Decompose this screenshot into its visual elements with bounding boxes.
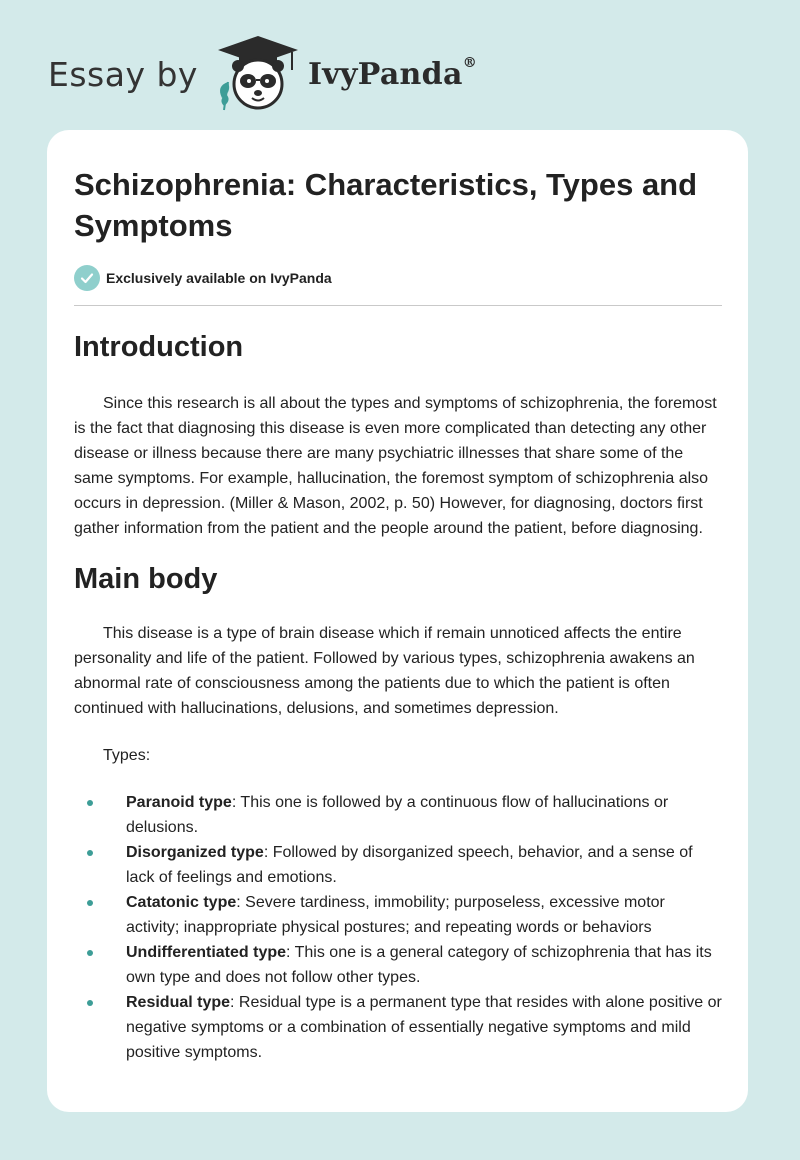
exclusive-badge <box>74 264 722 292</box>
main-body-paragraph: This disease is a type of brain disease which if remain unnoticed affects the entire personality and life of the patient. Followed by various types, schizophrenia awakens an abnormal rate of consciousness among the patients due to which the patient is often continued with hallucinations, delusions, and sometimes depression. <box>74 625 695 717</box>
section-heading-introduction: Introduction <box>74 331 244 363</box>
brand-name: IvyPanda® <box>307 54 477 92</box>
type-term: Disorganized type <box>126 844 264 861</box>
type-term: Undifferentiated type <box>126 944 287 961</box>
type-description: : Severe tardiness, immobility; purposeless, excessive motor activity; inappropriate physical postures; and repeating words or behaviors <box>126 894 665 936</box>
essay-title: Schizophrenia: Characteristics, Types and Symptoms <box>74 167 698 243</box>
type-description: : Followed by disorganized speech, behavior, and a sense of lack of feelings and emotions. <box>126 844 693 886</box>
panda-logo-icon <box>214 34 302 114</box>
bullet-icon <box>87 950 93 956</box>
type-term: Paranoid type <box>126 794 232 811</box>
types-label: Types: <box>103 747 151 764</box>
types-list <box>74 790 722 1065</box>
type-description: : This one is followed by a continuous flow of hallucinations or delusions. <box>126 794 669 836</box>
essay-by-label: Essay by <box>48 54 198 94</box>
type-term: Catatonic type <box>126 894 237 911</box>
bullet-icon <box>87 900 93 906</box>
list-item <box>74 890 722 940</box>
type-term: Residual type <box>126 994 231 1011</box>
bullet-icon <box>87 850 93 856</box>
bullet-icon <box>87 1000 93 1006</box>
list-item <box>74 840 722 890</box>
title-divider <box>74 305 722 306</box>
check-icon <box>74 265 100 291</box>
list-item <box>74 990 722 1065</box>
essay-content <box>74 130 722 1065</box>
list-item <box>74 790 722 840</box>
site-header <box>48 34 477 114</box>
list-item <box>74 940 722 990</box>
type-description: : Residual type is a permanent type that resides with alone positive or negative symptoms or a combination of essentially negative symptoms and mild positive symptoms. <box>126 994 722 1061</box>
essay-card <box>47 130 748 1112</box>
section-heading-main-body: Main body <box>74 563 218 595</box>
registered-mark: ® <box>462 54 477 71</box>
introduction-paragraph: Since this research is all about the types and symptoms of schizophrenia, the foremost is the fact that diagnosing this disease is even more complicated than detecting any other disease or illness because there are many psychiatric illnesses that share some of the same symptoms. For example, hallucination, the foremost symptom of schizophrenia also occurs in depression. (Miller & Mason, 2002, p. 50) However, for diagnosing, doctors first gather information from the patient and the people around the patient, before diagnosing. <box>74 395 717 537</box>
bullet-icon <box>87 800 93 806</box>
badge-text: Exclusively available on IvyPanda <box>106 270 332 286</box>
type-description: : This one is a general category of schizophrenia that has its own type and does not follow other types. <box>126 944 712 986</box>
